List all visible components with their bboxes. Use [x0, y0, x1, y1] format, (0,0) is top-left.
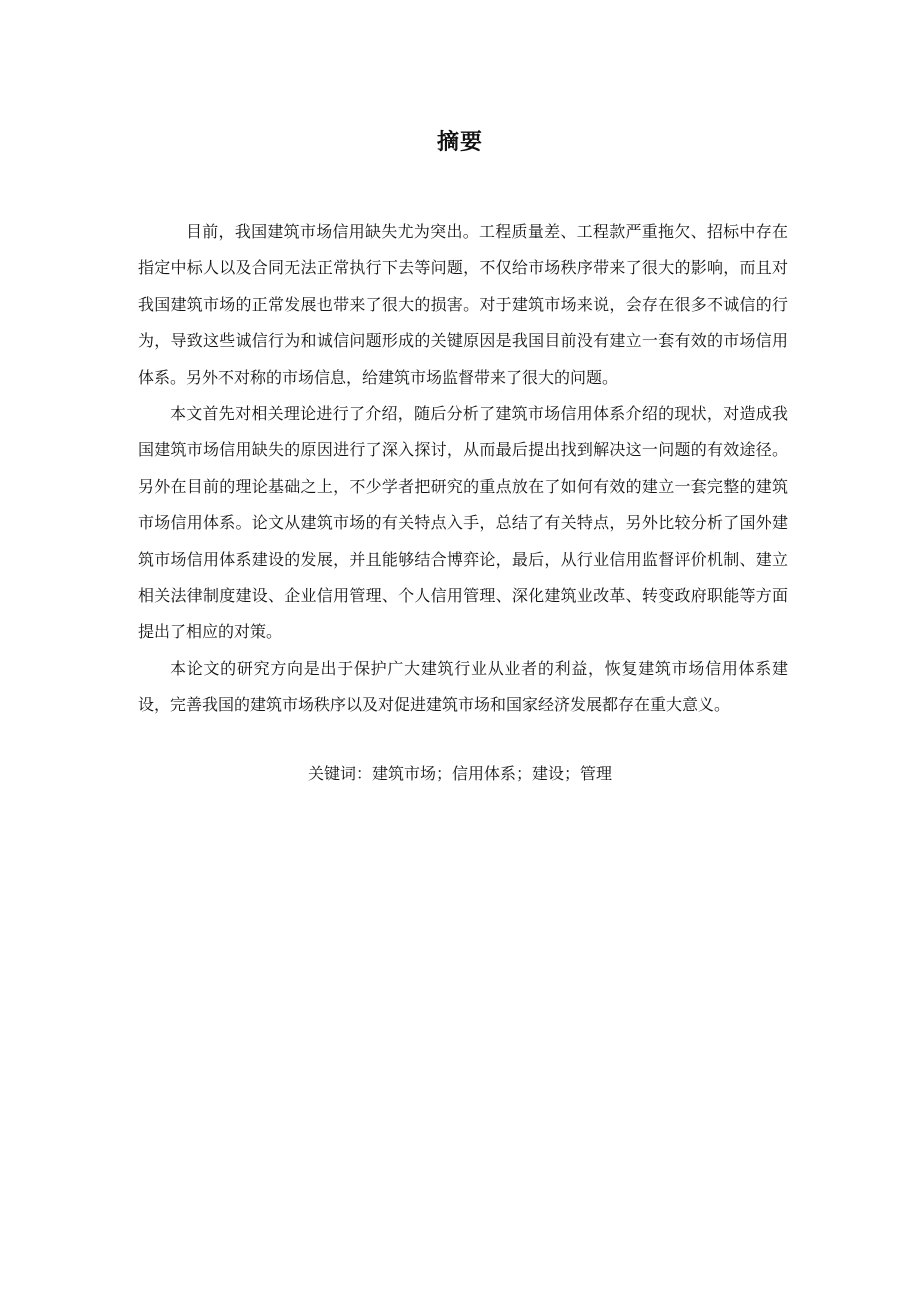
abstract-title: 摘要	[436, 130, 483, 155]
abstract-paragraph-3: 本论文的研究方向是出于保护广大建筑行业从业者的利益，恢复建筑市场信用体系建设，完善我国的建筑市场秩序以及对促进建筑市场和国家经济发展都存在重大意义。	[138, 658, 788, 715]
keywords-line: 关键词：建筑市场；信用体系；建设；管理	[307, 764, 612, 783]
abstract-body	[138, 214, 788, 724]
abstract-paragraph-2: 本文首先对相关理论进行了介绍，随后分析了建筑市场信用体系介绍的现状，对造成我国建筑市场信用缺失的原因进行了深入探讨，从而最后提出找到解决这一问题的有效途径。另外在目前的理论基础之上，不少学者把研究的重点放在了如何有效的建立一套完整的建筑市场信用体系。论文从建筑市场的有关特点入手，总结了有关特点，另外比较分析了国外建筑市场信用体系建设的发展，并且能够结合博弈论，最后，从行业信用监督评价机制、建立相关法律制度建设、企业信用管理、个人信用管理、深化建筑业改革、转变政府职能等方面提出了相应的对策。	[138, 404, 788, 642]
abstract-paragraph-1: 目前，我国建筑市场信用缺失尤为突出。工程质量差、工程款严重拖欠、招标中存在指定中标人以及合同无法正常执行下去等问题，不仅给市场秩序带来了很大的影响，而且对我国建筑市场的正常发展也带来了很大的损害。对于建筑市场来说，会存在很多不诚信的行为，导致这些诚信行为和诚信问题形成的关键原因是我国目前没有建立一套有效的市场信用体系。另外不对称的市场信息，给建筑市场监督带来了很大的问题。	[138, 222, 788, 387]
